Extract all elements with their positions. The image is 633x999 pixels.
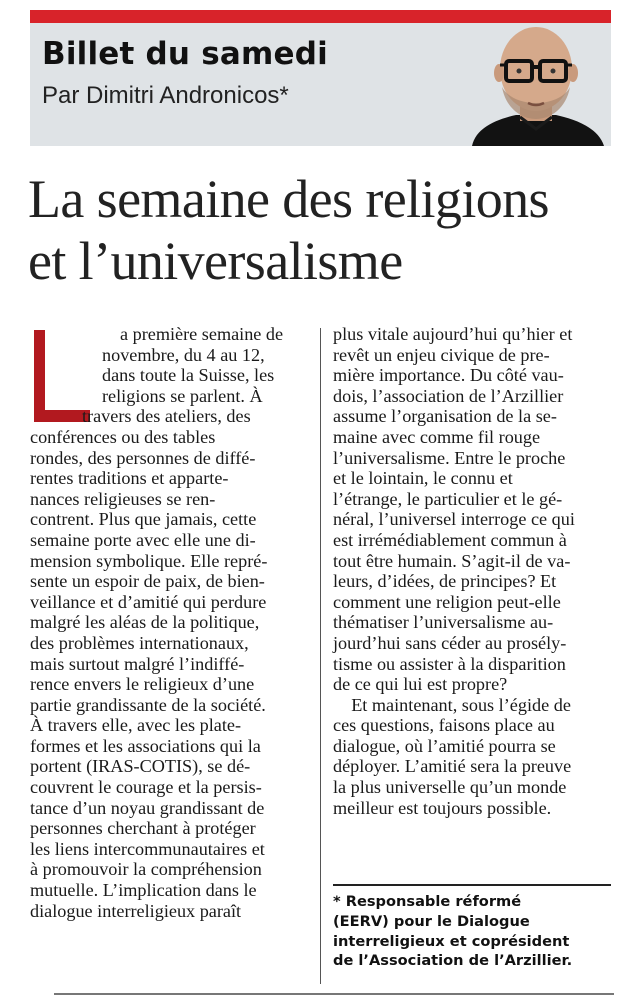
body-line: contrent. Plus que jamais, cette (30, 509, 257, 530)
body-line: conférences ou des tables (30, 426, 216, 447)
body-line: mière importance. Du côté vau- (333, 365, 564, 386)
rubric-title: Billet du samedi (42, 36, 328, 72)
body-line: néral, l’universel interroge ce qui (333, 509, 575, 530)
body-line: ces questions, faisons place au (333, 715, 555, 736)
body-line: déployer. L’amitié sera la preuve (333, 756, 572, 777)
body-line: partie grandissante de la société. (30, 694, 266, 715)
body-line: a première semaine de (120, 324, 284, 344)
author-portrait (458, 23, 611, 146)
body-line: jourd’hui sans céder au prosély- (333, 632, 567, 653)
footnote-line: (EERV) pour le Dialogue (333, 912, 530, 930)
body-line: dialogue, où l’amitié pourra se (333, 735, 556, 756)
headline-line-1: La semaine des religions (28, 169, 549, 229)
body-line: de ce qui lui est propre? (333, 674, 508, 695)
body-line: à promouvoir la compréhension (30, 859, 262, 880)
body-line: maine avec comme fil rouge (333, 426, 541, 447)
body-line: meilleur est toujours possible. (333, 797, 552, 818)
article-column-left (30, 324, 311, 921)
body-line: assume l’organisation de la se- (333, 406, 557, 427)
body-line: dois, l’association de l’Arzillier (333, 385, 564, 406)
author-byline: Par Dimitri Andronicos* (42, 82, 289, 109)
body-line: et le lointain, le connu et (333, 468, 513, 489)
bottom-rule (54, 993, 614, 995)
footnote-rule (333, 884, 611, 886)
footnote-line: de l’Association de l’Arzillier. (333, 952, 573, 970)
headline-line-2: et l’universalisme (28, 231, 403, 291)
body-line: rence envers le religieux d’une (30, 674, 255, 695)
body-line: personnes cherchant à protéger (30, 818, 256, 839)
body-line: malgré les aléas de la politique, (30, 612, 260, 633)
body-line: revêt un enjeu civique de pre- (333, 344, 550, 365)
body-line: les liens intercommunautaires et (30, 838, 265, 859)
body-line: thématiser l’universalisme au- (333, 612, 554, 633)
body-line: comment une religion peut-elle (333, 591, 561, 612)
column-divider (320, 328, 321, 984)
body-line: dialogue interreligieux paraît (30, 900, 242, 921)
body-line: rondes, des personnes de diffé- (30, 447, 256, 468)
body-line: l’universalisme. Entre le proche (333, 447, 566, 468)
body-line: la plus universelle qu’un monde (333, 777, 567, 798)
body-line: l’étrange, le particulier et le gé- (333, 488, 563, 509)
body-line: formes et les associations qui la (30, 735, 261, 756)
body-line: mutuelle. L’implication dans le (30, 880, 257, 901)
body-line: leurs, d’idées, de principes? Et (333, 571, 557, 592)
footnote-line: * Responsable réformé (333, 893, 522, 910)
body-line: travers des ateliers, des (82, 406, 251, 427)
body-line: dans toute la Suisse, les (102, 365, 275, 386)
article-column-right (333, 324, 613, 818)
article-headline (28, 168, 618, 292)
body-line: mension symbolique. Elle repré- (30, 550, 268, 571)
body-line: couvrent le courage et la persis- (30, 777, 262, 798)
body-line: nances religieuses se ren- (30, 488, 216, 509)
red-top-rule (30, 10, 611, 23)
body-line: religions se parlent. À (102, 385, 263, 406)
body-line: tout être humain. S’agit-il de va- (333, 550, 571, 571)
body-line: tance d’un noyau grandissant de (30, 797, 265, 818)
body-line: veillance et d’amitié qui perdure (30, 591, 267, 612)
body-line: rentes traditions et apparte- (30, 468, 229, 489)
body-line: novembre, du 4 au 12, (102, 344, 265, 365)
body-line: portent (IRAS-COTIS), se dé- (30, 756, 251, 777)
body-line: tisme ou assister à la disparition (333, 653, 566, 674)
body-line: est irrémédiablement commun à (333, 529, 567, 550)
body-line: mais surtout malgré l’indiffé- (30, 653, 245, 674)
author-footnote (333, 892, 623, 971)
body-line: des problèmes internationaux, (30, 632, 249, 653)
body-line: sente un espoir de paix, de bien- (30, 571, 265, 592)
body-line: semaine porte avec elle une di- (30, 529, 256, 550)
body-line: Et maintenant, sous l’égide de (333, 694, 571, 715)
body-line: plus vitale aujourd’hui qu’hier et (333, 324, 573, 344)
body-line: À travers elle, avec les plate- (30, 715, 242, 736)
footnote-line: interreligieux et coprésident (333, 932, 570, 950)
